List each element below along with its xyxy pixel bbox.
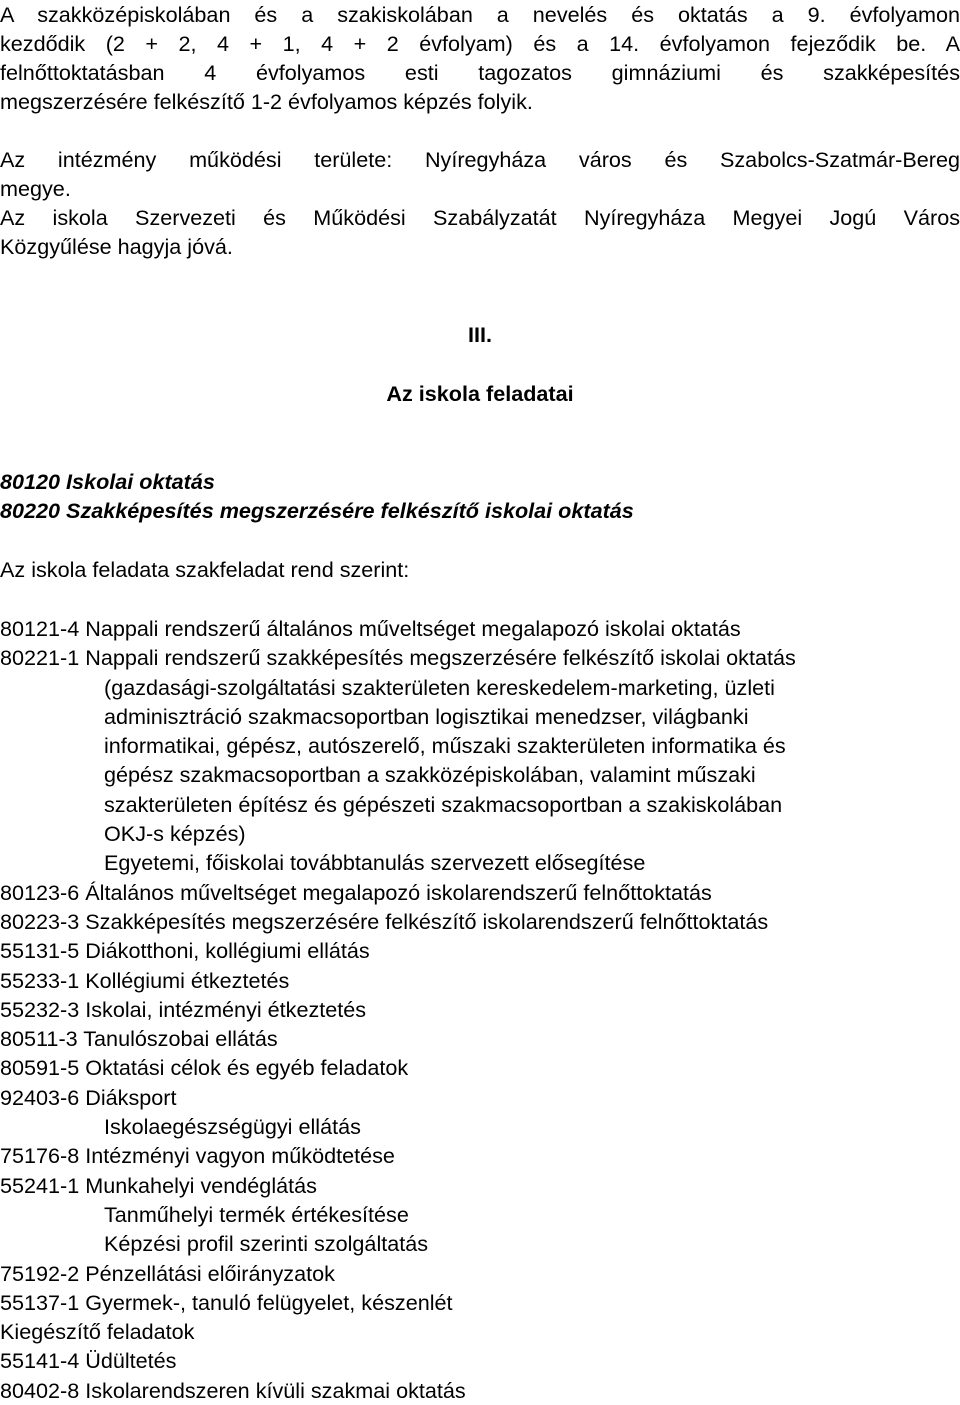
intro-line-2: kezdődik (2 + 2, 4 + 1, 4 + 2 évfolyam) és a 14. évfolyamon fejeződik be. A <box>0 31 960 56</box>
rules-line-2: Közgyűlése hagyja jóvá. <box>0 234 233 259</box>
section-title: Az iskola feladatai <box>386 381 574 406</box>
list-item: 80591-5 Oktatási célok és egyéb feladatok <box>0 1055 409 1081</box>
list-item: 75176-8 Intézményi vagyon működtetése <box>0 1143 395 1169</box>
list-item: Egyetemi, főiskolai továbbtanulás szervezett elősegítése <box>104 850 646 876</box>
list-item: OKJ-s képzés) <box>104 821 246 847</box>
subtitle: Az iskola feladata szakfeladat rend szerint: <box>0 557 410 582</box>
list-item: 92403-6 Diáksport <box>0 1084 177 1110</box>
list-item: 55233-1 Kollégiumi étkeztetés <box>0 967 290 993</box>
area-line-2: megye. <box>0 176 71 201</box>
rules-line-1: Az iskola Szervezeti és Működési Szabályzatát Nyíregyháza Megyei Jogú Város <box>0 205 960 230</box>
list-item: Iskolaegészségügyi ellátás <box>104 1114 361 1140</box>
list-item: (gazdasági-szolgáltatási szakterületen kereskedelem-marketing, üzleti <box>104 674 775 700</box>
list-item: 55141-4 Üdültetés <box>0 1348 177 1374</box>
list-item: 55131-5 Diákotthoni, kollégiumi ellátás <box>0 938 370 964</box>
list-item: 55241-1 Munkahelyi vendéglátás <box>0 1172 317 1198</box>
list-item: 55232-3 Iskolai, intézményi étkeztetés <box>0 996 367 1022</box>
list-item: 55137-1 Gyermek-, tanuló felügyelet, készenlét <box>0 1289 453 1315</box>
list-item: informatikai, gépész, autószerelő, műszaki szakterületen informatika és <box>104 733 786 759</box>
list-item: gépész szakmacsoportban a szakközépiskolában, valamint műszaki <box>104 762 756 788</box>
task-line-1: 80120 Iskolai oktatás <box>0 469 215 494</box>
list-item: adminisztráció szakmacsoportban logisztikai menedzser, világbanki <box>104 703 749 729</box>
list-item: 75192-2 Pénzellátási előirányzatok <box>0 1260 335 1286</box>
intro-line-1: A szakközépiskolában és a szakiskolában a nevelés és oktatás a 9. évfolyamon <box>0 2 960 27</box>
area-line-1: Az intézmény működési területe: Nyíregyháza város és Szabolcs-Szatmár-Bereg <box>0 147 960 172</box>
task-line-2: 80220 Szakképesítés megszerzésére felkészítő iskolai oktatás <box>0 498 634 523</box>
section-number: III. <box>468 322 492 347</box>
list-item: Kiegészítő feladatok <box>0 1319 195 1345</box>
list-item: 80511-3 Tanulószobai ellátás <box>0 1026 278 1052</box>
list-item: 80221-1 Nappali rendszerű szakképesítés megszerzésére felkészítő iskolai oktatás <box>0 645 796 671</box>
list-item: 80223-3 Szakképesítés megszerzésére felkészítő iskolarendszerű felnőttoktatás <box>0 908 769 934</box>
list-item: 80123-6 Általános műveltséget megalapozó iskolarendszerű felnőttoktatás <box>0 879 712 905</box>
intro-line-3: felnőttoktatásban 4 évfolyamos esti tagozatos gimnáziumi és szakképesítés <box>0 60 960 85</box>
list-item: szakterületen építész és gépészeti szakmacsoportban a szakiskolában <box>104 791 783 817</box>
list-item: Tanműhelyi termék értékesítése <box>104 1201 409 1227</box>
list-item: 80402-8 Iskolarendszeren kívüli szakmai oktatás <box>0 1377 466 1403</box>
list-item: 80121-4 Nappali rendszerű általános műveltséget megalapozó iskolai oktatás <box>0 616 741 641</box>
list-item: Képzési profil szerinti szolgáltatás <box>104 1231 429 1257</box>
intro-line-4: megszerzésére felkészítő 1-2 évfolyamos képzés folyik. <box>0 89 533 114</box>
task-list <box>0 614 960 1405</box>
